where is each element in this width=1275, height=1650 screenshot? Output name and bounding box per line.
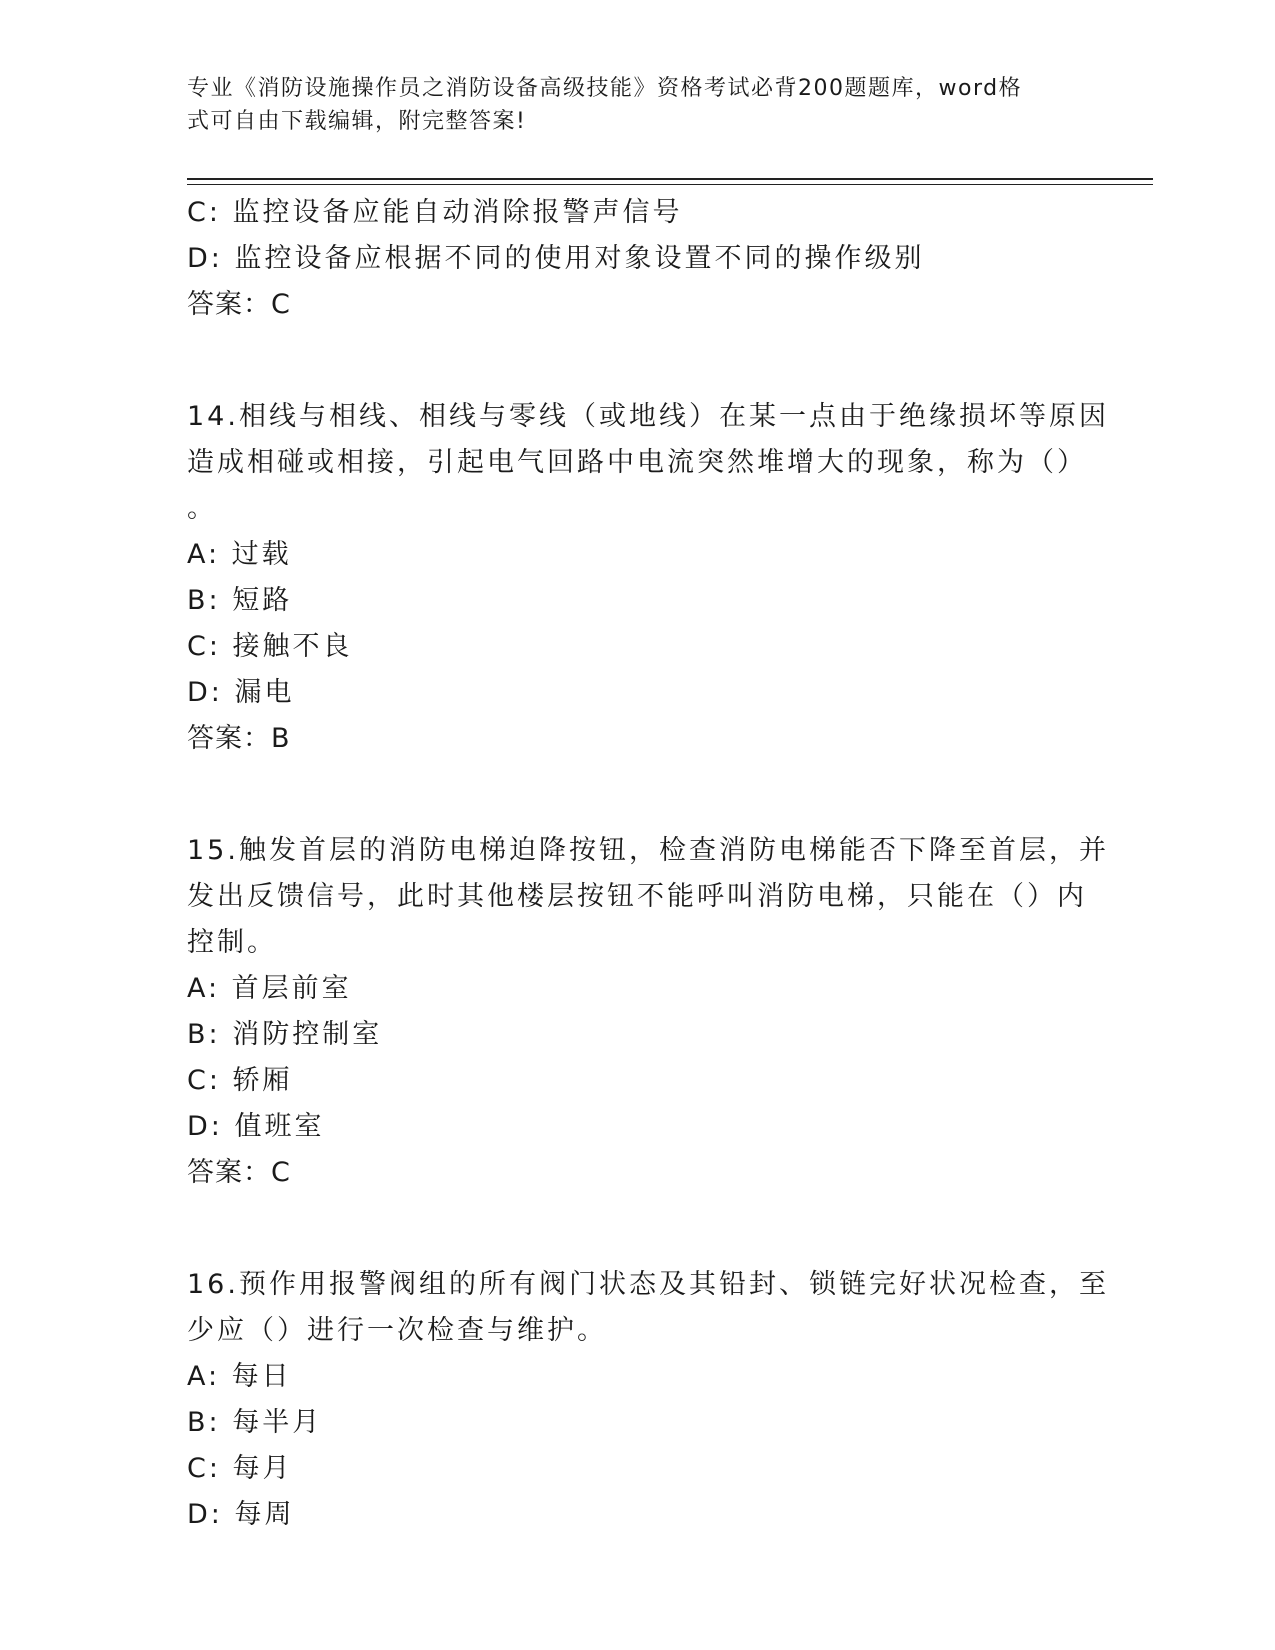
- option-d: D: 值班室: [187, 1111, 325, 1142]
- question-13-continuation: [187, 190, 1087, 328]
- header-divider-thick: [187, 178, 1153, 180]
- answer-line: 答案：C: [187, 1157, 291, 1188]
- answer-line: 答案：B: [187, 723, 291, 754]
- header-divider-thin: [187, 184, 1153, 185]
- option-b: B: 每半月: [187, 1407, 323, 1438]
- question-14: [187, 394, 1109, 762]
- option-c: C: 轿厢: [187, 1065, 293, 1096]
- question-stem-line: 15.触发首层的消防电梯迫降按钮，检查消防电梯能否下降至首层，并: [187, 835, 1109, 866]
- header-line-1: 专业《消防设施操作员之消防设备高级技能》资格考试必背200题题库，word格: [187, 76, 1023, 101]
- question-stem-line: 控制。: [187, 927, 277, 958]
- question-stem-line: 造成相碰或相接，引起电气回路中电流突然堆增大的现象，称为（）: [187, 447, 1087, 478]
- option-c: C: 接触不良: [187, 631, 353, 662]
- question-15: [187, 828, 1109, 1196]
- spacer: [187, 328, 1087, 394]
- document-header: [187, 72, 1087, 138]
- option-b: B: 短路: [187, 585, 293, 616]
- spacer: [187, 1196, 1087, 1262]
- spacer: [187, 762, 1087, 828]
- option-c: C: 监控设备应能自动消除报警声信号: [187, 197, 683, 228]
- option-d: D: 每周: [187, 1499, 295, 1530]
- option-d: D: 监控设备应根据不同的使用对象设置不同的操作级别: [187, 243, 925, 274]
- option-a: A: 每日: [187, 1361, 292, 1392]
- question-16: [187, 1262, 1109, 1538]
- question-stem-line: 少应（）进行一次检查与维护。: [187, 1315, 607, 1346]
- answer-line: 答案：C: [187, 289, 291, 320]
- option-a: A: 过载: [187, 539, 292, 570]
- option-b: B: 消防控制室: [187, 1019, 383, 1050]
- document-body: [187, 190, 1109, 1538]
- option-a: A: 首层前室: [187, 973, 352, 1004]
- option-c: C: 每月: [187, 1453, 293, 1484]
- question-stem-line: 发出反馈信号，此时其他楼层按钮不能呼叫消防电梯，只能在（）内: [187, 881, 1087, 912]
- option-d: D: 漏电: [187, 677, 295, 708]
- question-stem-line: 16.预作用报警阀组的所有阀门状态及其铅封、锁链完好状况检查，至: [187, 1269, 1109, 1300]
- question-stem-line: 14.相线与相线、相线与零线（或地线）在某一点由于绝缘损坏等原因: [187, 401, 1109, 432]
- question-stem-line: 。: [187, 493, 217, 524]
- header-line-2: 式可自由下载编辑，附完整答案!: [187, 109, 527, 134]
